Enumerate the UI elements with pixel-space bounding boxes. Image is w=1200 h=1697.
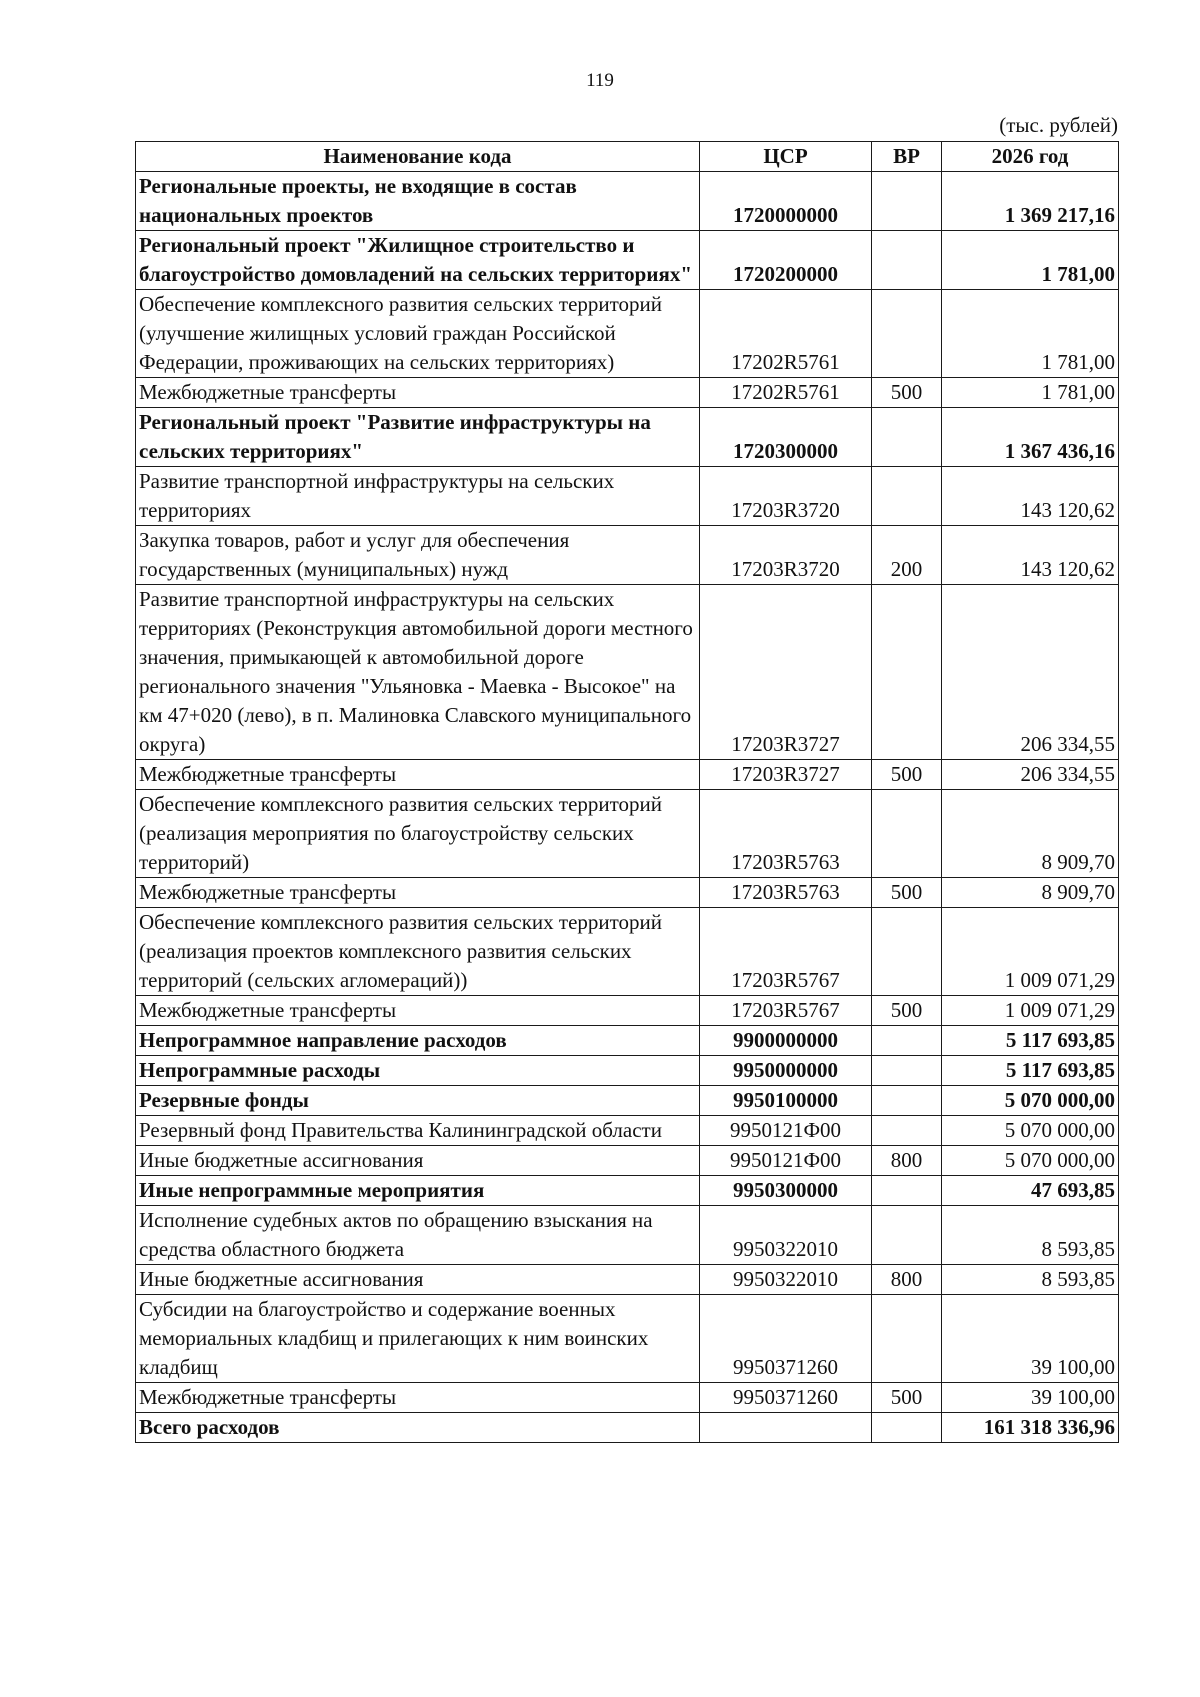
cell-csr: 17203R5767 (700, 908, 872, 996)
cell-csr: 9950322010 (700, 1206, 872, 1265)
cell-sum: 5 070 000,00 (942, 1116, 1119, 1146)
table-row (136, 790, 1119, 878)
cell-sum: 8 593,85 (942, 1265, 1119, 1295)
cell-vr: 500 (872, 378, 942, 408)
cell-sum: 1 009 071,29 (942, 908, 1119, 996)
cell-vr (872, 408, 942, 467)
table-header-row (136, 142, 1119, 172)
table-row (136, 526, 1119, 585)
cell-vr: 800 (872, 1146, 942, 1176)
cell-name: Межбюджетные трансферты (136, 378, 700, 408)
table-body (136, 172, 1119, 1443)
table-row (136, 290, 1119, 378)
cell-vr (872, 1295, 942, 1383)
cell-vr (872, 1206, 942, 1265)
table-row (136, 1146, 1119, 1176)
table-row (136, 1056, 1119, 1086)
cell-csr: 9950100000 (700, 1086, 872, 1116)
cell-csr: 1720300000 (700, 408, 872, 467)
cell-csr: 17203R3727 (700, 760, 872, 790)
budget-table (135, 141, 1119, 1443)
cell-name: Межбюджетные трансферты (136, 1383, 700, 1413)
cell-vr (872, 290, 942, 378)
cell-name: Межбюджетные трансферты (136, 878, 700, 908)
cell-vr (872, 467, 942, 526)
cell-vr (872, 1413, 942, 1443)
cell-name: Обеспечение комплексного развития сельских территорий (реализация проектов комплексного развития сельских территорий (сельских агломераций)) (136, 908, 700, 996)
cell-csr: 17202R5761 (700, 290, 872, 378)
table-row (136, 1116, 1119, 1146)
cell-vr (872, 908, 942, 996)
table-row (136, 585, 1119, 760)
cell-vr (872, 1116, 942, 1146)
table-row (136, 1265, 1119, 1295)
cell-sum: 1 781,00 (942, 231, 1119, 290)
cell-vr (872, 231, 942, 290)
table-row (136, 172, 1119, 231)
cell-vr (872, 1176, 942, 1206)
cell-vr (872, 1056, 942, 1086)
cell-sum: 1 369 217,16 (942, 172, 1119, 231)
cell-name: Региональные проекты, не входящие в состав национальных проектов (136, 172, 700, 231)
cell-csr: 9950371260 (700, 1383, 872, 1413)
cell-name: Резервный фонд Правительства Калининградской области (136, 1116, 700, 1146)
cell-sum: 47 693,85 (942, 1176, 1119, 1206)
header-vr: ВР (872, 142, 942, 172)
cell-csr: 9900000000 (700, 1026, 872, 1056)
cell-sum: 8 909,70 (942, 790, 1119, 878)
table-row (136, 1206, 1119, 1265)
table-row (136, 1026, 1119, 1056)
cell-vr: 500 (872, 760, 942, 790)
table-row (136, 1383, 1119, 1413)
cell-vr (872, 585, 942, 760)
cell-sum: 143 120,62 (942, 467, 1119, 526)
cell-vr (872, 790, 942, 878)
cell-sum: 143 120,62 (942, 526, 1119, 585)
cell-name: Развитие транспортной инфраструктуры на сельских территориях (Реконструкция автомобильной дороги местного значения, примыкающей к автомобильной дороге регионального значения "Ульяновка - Маевка - Высокое" на км 47+020 (лево), в п. Малиновка Славского муниципального округа) (136, 585, 700, 760)
cell-name: Непрограммные расходы (136, 1056, 700, 1086)
cell-sum: 206 334,55 (942, 760, 1119, 790)
cell-csr: 17202R5761 (700, 378, 872, 408)
table-row (136, 1086, 1119, 1116)
cell-name: Региональный проект "Развитие инфраструктуры на сельских территориях" (136, 408, 700, 467)
cell-csr: 17203R5763 (700, 790, 872, 878)
cell-name: Субсидии на благоустройство и содержание военных мемориальных кладбищ и прилегающих к ним воинских кладбищ (136, 1295, 700, 1383)
cell-vr: 500 (872, 1383, 942, 1413)
page-number: 119 (586, 70, 614, 91)
cell-csr: 9950121Ф00 (700, 1146, 872, 1176)
cell-sum: 5 070 000,00 (942, 1086, 1119, 1116)
cell-csr: 9950322010 (700, 1265, 872, 1295)
cell-csr (700, 1413, 872, 1443)
cell-name: Развитие транспортной инфраструктуры на сельских территориях (136, 467, 700, 526)
cell-csr: 1720200000 (700, 231, 872, 290)
cell-vr (872, 1026, 942, 1056)
cell-name: Всего расходов (136, 1413, 700, 1443)
cell-name: Иные бюджетные ассигнования (136, 1265, 700, 1295)
cell-name: Исполнение судебных актов по обращению взыскания на средства областного бюджета (136, 1206, 700, 1265)
cell-sum: 39 100,00 (942, 1383, 1119, 1413)
table-row (136, 1295, 1119, 1383)
cell-vr: 500 (872, 878, 942, 908)
cell-csr: 17203R3727 (700, 585, 872, 760)
cell-vr: 200 (872, 526, 942, 585)
cell-csr: 1720000000 (700, 172, 872, 231)
cell-sum: 5 070 000,00 (942, 1146, 1119, 1176)
cell-sum: 39 100,00 (942, 1295, 1119, 1383)
table-row (136, 408, 1119, 467)
cell-csr: 17203R3720 (700, 467, 872, 526)
cell-csr: 17203R5767 (700, 996, 872, 1026)
cell-vr (872, 172, 942, 231)
cell-csr: 9950000000 (700, 1056, 872, 1086)
cell-name: Межбюджетные трансферты (136, 760, 700, 790)
table-row (136, 231, 1119, 290)
cell-name: Региональный проект "Жилищное строительство и благоустройство домовладений на сельских территориях" (136, 231, 700, 290)
cell-name: Обеспечение комплексного развития сельских территорий (реализация мероприятия по благоустройству сельских территорий) (136, 790, 700, 878)
header-year: 2026 год (942, 142, 1119, 172)
cell-name: Иные бюджетные ассигнования (136, 1146, 700, 1176)
cell-csr: 9950121Ф00 (700, 1116, 872, 1146)
cell-sum: 161 318 336,96 (942, 1413, 1119, 1443)
units-label: (тыс. рублей) (999, 113, 1118, 137)
cell-name: Закупка товаров, работ и услуг для обеспечения государственных (муниципальных) нужд (136, 526, 700, 585)
cell-name: Иные непрограммные мероприятия (136, 1176, 700, 1206)
header-name: Наименование кода (136, 142, 700, 172)
cell-name: Межбюджетные трансферты (136, 996, 700, 1026)
table-row (136, 908, 1119, 996)
cell-sum: 1 367 436,16 (942, 408, 1119, 467)
cell-sum: 1 781,00 (942, 290, 1119, 378)
header-csr: ЦСР (700, 142, 872, 172)
table-row (136, 378, 1119, 408)
cell-name: Непрограммное направление расходов (136, 1026, 700, 1056)
cell-name: Резервные фонды (136, 1086, 700, 1116)
cell-csr: 9950300000 (700, 1176, 872, 1206)
cell-sum: 1 781,00 (942, 378, 1119, 408)
cell-sum: 5 117 693,85 (942, 1056, 1119, 1086)
cell-sum: 8 909,70 (942, 878, 1119, 908)
table-row (136, 1413, 1119, 1443)
cell-vr: 500 (872, 996, 942, 1026)
cell-sum: 8 593,85 (942, 1206, 1119, 1265)
cell-sum: 5 117 693,85 (942, 1026, 1119, 1056)
cell-csr: 17203R3720 (700, 526, 872, 585)
cell-vr (872, 1086, 942, 1116)
cell-sum: 206 334,55 (942, 585, 1119, 760)
table-row (136, 760, 1119, 790)
cell-csr: 17203R5763 (700, 878, 872, 908)
cell-name: Обеспечение комплексного развития сельских территорий (улучшение жилищных условий граждан Российской Федерации, проживающих на сельских территориях) (136, 290, 700, 378)
table-row (136, 467, 1119, 526)
cell-csr: 9950371260 (700, 1295, 872, 1383)
table-row (136, 1176, 1119, 1206)
table-row (136, 878, 1119, 908)
cell-sum: 1 009 071,29 (942, 996, 1119, 1026)
table-row (136, 996, 1119, 1026)
cell-vr: 800 (872, 1265, 942, 1295)
